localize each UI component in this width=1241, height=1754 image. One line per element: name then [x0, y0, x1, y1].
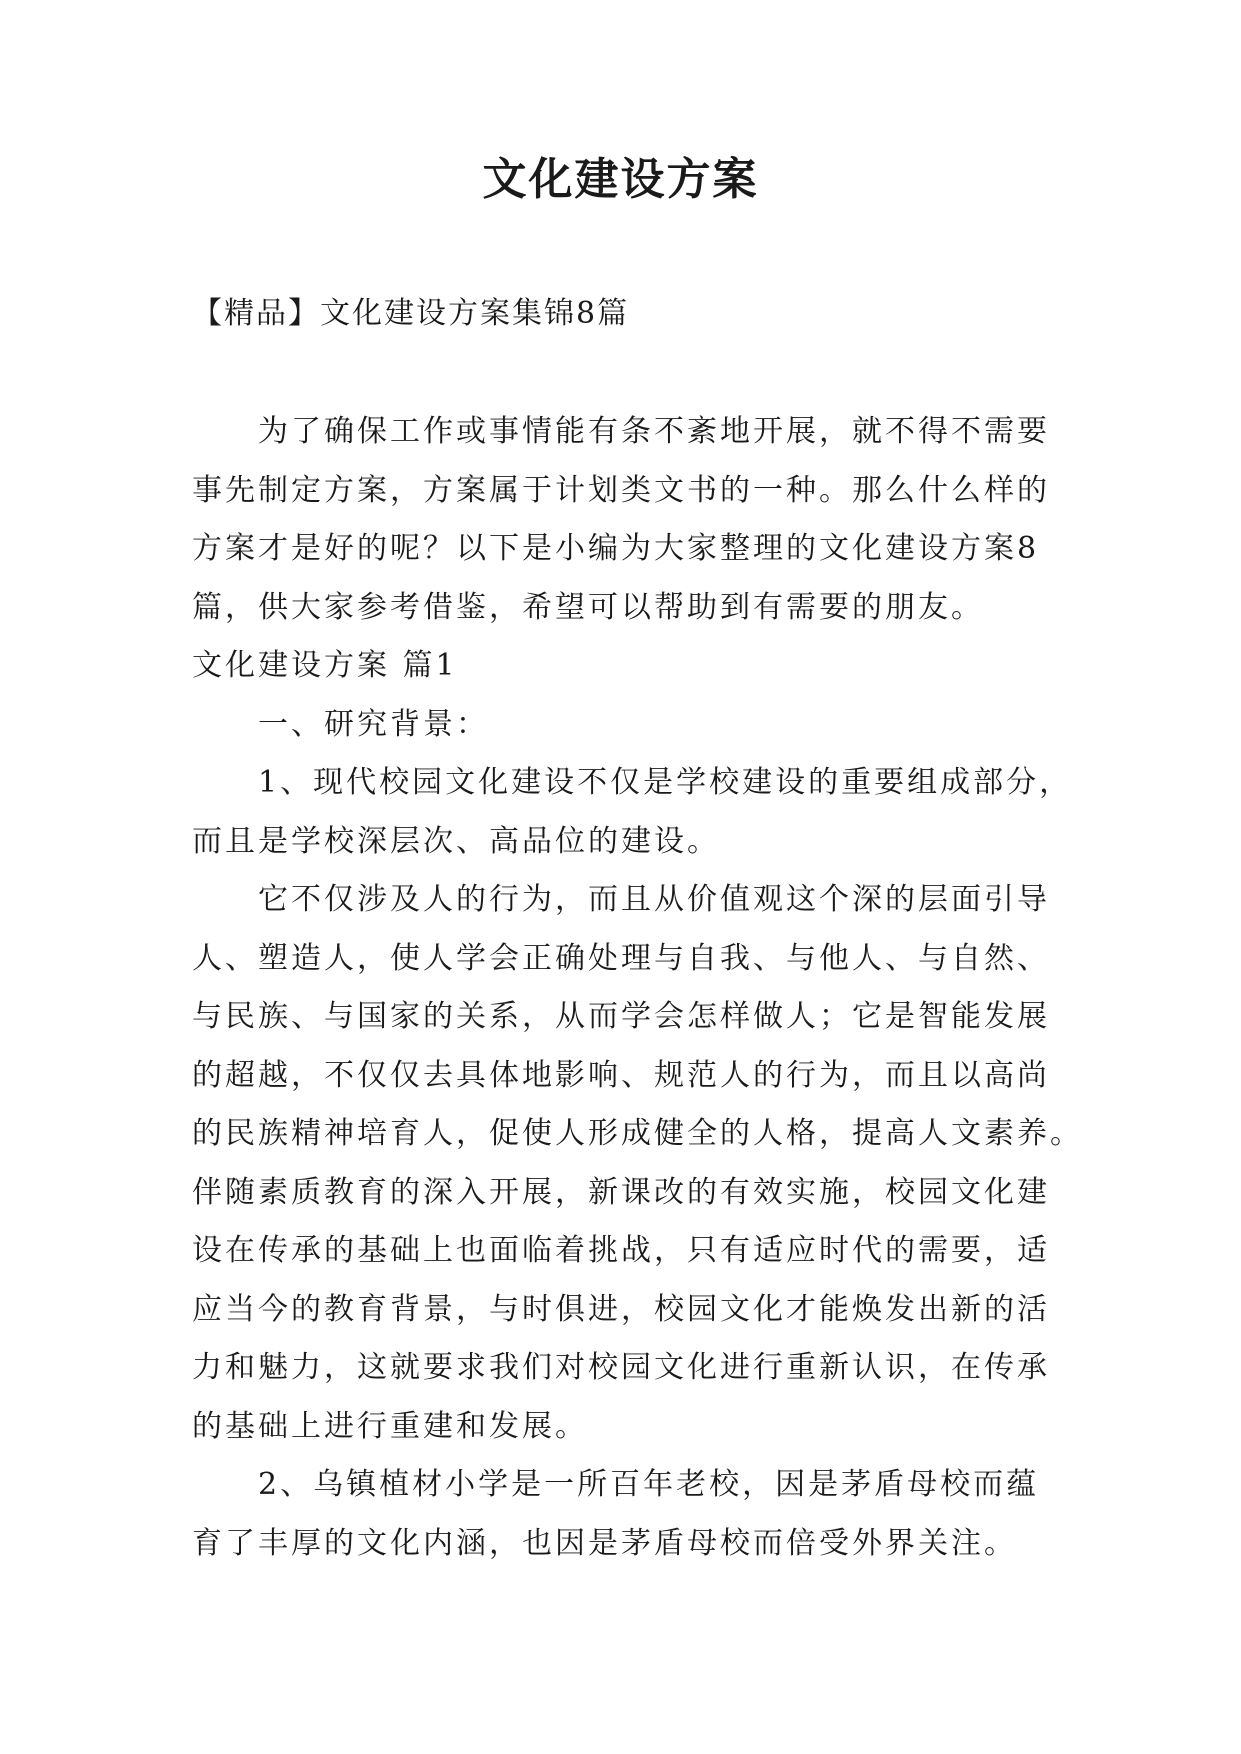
body-line: 育了丰厚的文化内涵，也因是茅盾母校而倍受外界关注。	[192, 1525, 1017, 1561]
body-line: 与民族、与国家的关系，从而学会怎样做人；它是智能发展	[192, 999, 1050, 1034]
body-line: 的超越，不仅仅去具体地影响、规范人的行为，而且以高尚	[192, 1057, 1050, 1093]
body-line: 2、乌镇植材小学是一所百年老校，因是茅盾母校而蕴	[258, 1467, 1040, 1502]
body-line: 而且是学校深层次、高品位的建设。	[192, 823, 720, 859]
subsection-heading: 一、研究背景：	[258, 706, 489, 742]
document-subtitle: 【精品】文化建设方案集锦8篇	[192, 296, 630, 331]
body-line: 力和魅力，这就要求我们对校园文化进行重新认识，在传承	[192, 1350, 1050, 1385]
body-line: 为了确保工作或事情能有条不紊地开展，就不得不需要	[258, 414, 1050, 449]
body-line: 方案才是好的呢？以下是小编为大家整理的文化建设方案8	[192, 531, 1040, 566]
body-line: 的基础上进行重建和发展。	[192, 1408, 588, 1444]
body-line: 1、现代校园文化建设不仅是学校建设的重要组成部分，	[258, 765, 1073, 800]
body-line: 它不仅涉及人的行为，而且从价值观这个深的层面引导	[258, 882, 1050, 917]
document-body	[192, 403, 1092, 1573]
body-line: 伴随素质教育的深入开展，新课改的有效实施，校园文化建	[192, 1174, 1050, 1210]
body-line: 应当今的教育背景，与时俱进，校园文化才能焕发出新的活	[192, 1291, 1050, 1327]
body-line: 设在传承的基础上也面临着挑战，只有适应时代的需要，适	[192, 1233, 1050, 1268]
document-title: 文化建设方案	[482, 154, 759, 205]
section-heading: 文化建设方案 篇1	[192, 648, 458, 683]
body-line: 的民族精神培育人，促使人形成健全的人格，提高人文素养。	[192, 1116, 1083, 1151]
body-line: 人、塑造人，使人学会正确处理与自我、与他人、与自然、	[192, 940, 1050, 976]
body-line: 事先制定方案，方案属于计划类文书的一种。那么什么样的	[192, 472, 1050, 508]
body-line: 篇，供大家参考借鉴，希望可以帮助到有需要的朋友。	[192, 589, 984, 625]
